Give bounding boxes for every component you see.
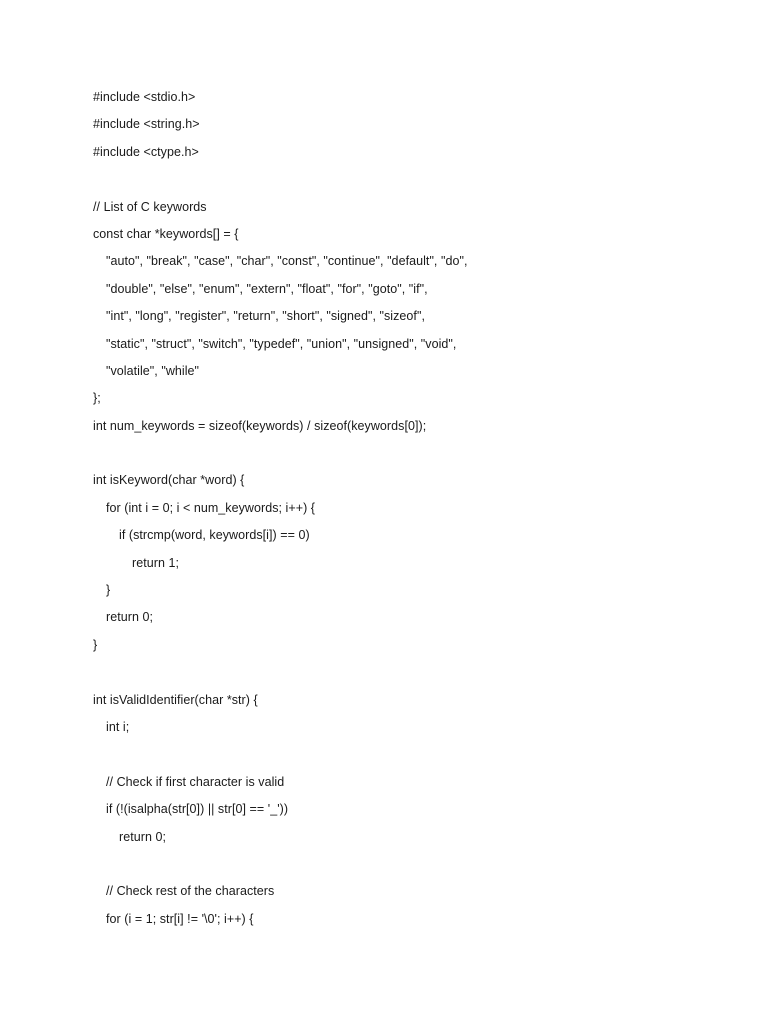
blank-line [93, 851, 728, 878]
code-line: // Check rest of the characters [106, 884, 275, 899]
code-line: // List of C keywords [93, 199, 207, 214]
blank-line [93, 741, 728, 768]
code-line: if (!(isalpha(str[0]) || str[0] == '_')) [106, 802, 289, 817]
code-line: "double", "else", "enum", "extern", "float", "for", "goto", "if", [106, 281, 428, 296]
code-line: // Check if first character is valid [106, 774, 285, 789]
code-line: "int", "long", "register", "return", "short", "signed", "sizeof", [106, 309, 425, 324]
blank-line [93, 166, 728, 193]
code-line: for (int i = 0; i < num_keywords; i++) { [106, 500, 316, 515]
code-line: #include <stdio.h> [93, 90, 196, 104]
code-line: int isKeyword(char *word) { [93, 473, 245, 488]
code-line: int isValidIdentifier(char *str) { [93, 692, 258, 707]
code-line: #include <ctype.h> [93, 144, 199, 159]
code-line: #include <string.h> [93, 117, 200, 132]
code-line: "auto", "break", "case", "char", "const", "continue", "default", "do", [106, 254, 468, 269]
code-line: return 0; [106, 610, 154, 625]
code-line: return 0; [119, 829, 167, 844]
code-line: "static", "struct", "switch", "typedef", "union", "unsigned", "void", [106, 336, 457, 351]
code-line: const char *keywords[] = { [93, 226, 239, 241]
code-line: if (strcmp(word, keywords[i]) == 0) [119, 528, 310, 543]
code-line: int i; [106, 719, 130, 734]
code-line: } [93, 637, 98, 652]
blank-line [93, 440, 728, 467]
code-line: } [106, 583, 111, 598]
code-line: }; [93, 391, 101, 406]
code-line: return 1; [132, 555, 180, 570]
code-line: for (i = 1; str[i] != '\0'; i++) { [106, 911, 254, 926]
blank-line [93, 659, 728, 686]
code-listing [93, 84, 728, 933]
code-line: int num_keywords = sizeof(keywords) / sizeof(keywords[0]); [93, 418, 427, 433]
code-line: "volatile", "while" [106, 363, 200, 378]
